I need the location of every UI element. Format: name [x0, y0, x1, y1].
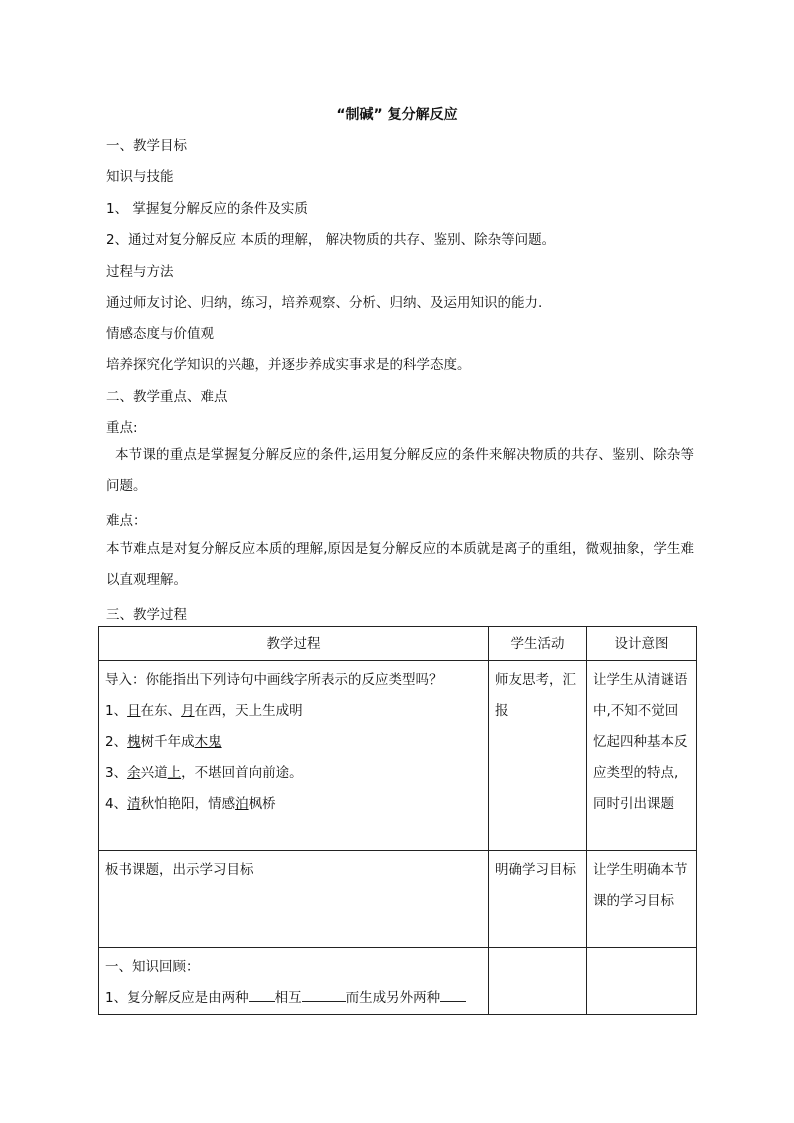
poem-line-4: 4、清秋怕艳阳，情感泊枫桥 [105, 796, 276, 812]
intro-design-intent: 让学生从清谜语中,不知不觉回忆起四种基本反应类型的特点,同时引出课题 [587, 661, 697, 851]
document-title: “制碱” 复分解反应 [336, 107, 458, 123]
intro-process-cell [99, 661, 489, 851]
intro-question: 导入：你能指出下列诗句中画线字所表示的反应类型吗？ [105, 672, 443, 688]
table-row-review [99, 948, 697, 1015]
header-teaching-process: 教学过程 [99, 627, 489, 661]
header-student-activity: 学生活动 [489, 627, 587, 661]
review-student-activity [489, 948, 587, 1015]
section-key-points: 二、教学重点、难点 [106, 389, 228, 405]
process-method-heading: 过程与方法 [106, 264, 174, 280]
fill-blank [249, 987, 275, 1002]
key-point-heading: 重点: [106, 420, 138, 436]
poem-line-3: 3、余兴道上，不堪回首向前途。 [105, 765, 303, 781]
process-method-text: 通过师友讨论、归纳，练习，培养观察、分析、归纳、及运用知识的能力. [106, 295, 543, 311]
teaching-process-table [98, 626, 697, 1015]
objectives-student-activity: 明确学习目标 [489, 851, 587, 948]
table-header-row [99, 627, 697, 661]
objectives-process-cell: 板书课题，出示学习目标 [99, 851, 489, 948]
fill-blank [440, 987, 466, 1002]
fill-blank [302, 987, 346, 1002]
knowledge-item-1: 1、 掌握复分解反应的条件及实质 [106, 201, 308, 217]
review-process-cell [99, 948, 489, 1015]
review-heading: 一、知识回顾： [105, 959, 200, 975]
review-question-1: 1、复分解反应是由两种 相互 而生成另外两种 [105, 983, 482, 1014]
section-teaching-goals: 一、教学目标 [106, 138, 187, 154]
knowledge-item-2: 2、通过对复分解反应 本质的理解， 解决物质的共存、鉴别、除杂等问题。 [106, 232, 556, 248]
key-point-text: 本节课的重点是掌握复分解反应的条件,运用复分解反应的条件来解决物质的共存、鉴别、除杂等问题。 [106, 447, 694, 494]
table-row-objectives [99, 851, 697, 948]
section-teaching-process: 三、教学过程 [106, 607, 187, 623]
difficult-point-text: 本节难点是对复分解反应本质的理解,原因是复分解反应的本质就是离子的重组，微观抽象，学生难以直观理解。 [106, 541, 694, 588]
poem-line-1: 1、日在东、月在西，天上生成明 [105, 703, 303, 719]
poem-line-2: 2、槐树千年成木鬼 [105, 734, 222, 750]
difficult-point-heading: 难点： [106, 513, 147, 529]
table-row-intro [99, 661, 697, 851]
emotion-text: 培养探究化学知识的兴趣，并逐步养成实事求是的科学态度。 [106, 357, 471, 373]
header-design-intent: 设计意图 [587, 627, 697, 661]
knowledge-skills-heading: 知识与技能 [106, 169, 174, 185]
emotion-heading: 情感态度与价值观 [106, 326, 214, 342]
review-design-intent [587, 948, 697, 1015]
objectives-design-intent: 让学生明确本节课的学习目标 [587, 851, 697, 948]
intro-student-activity: 师友思考，汇报 [489, 661, 587, 851]
